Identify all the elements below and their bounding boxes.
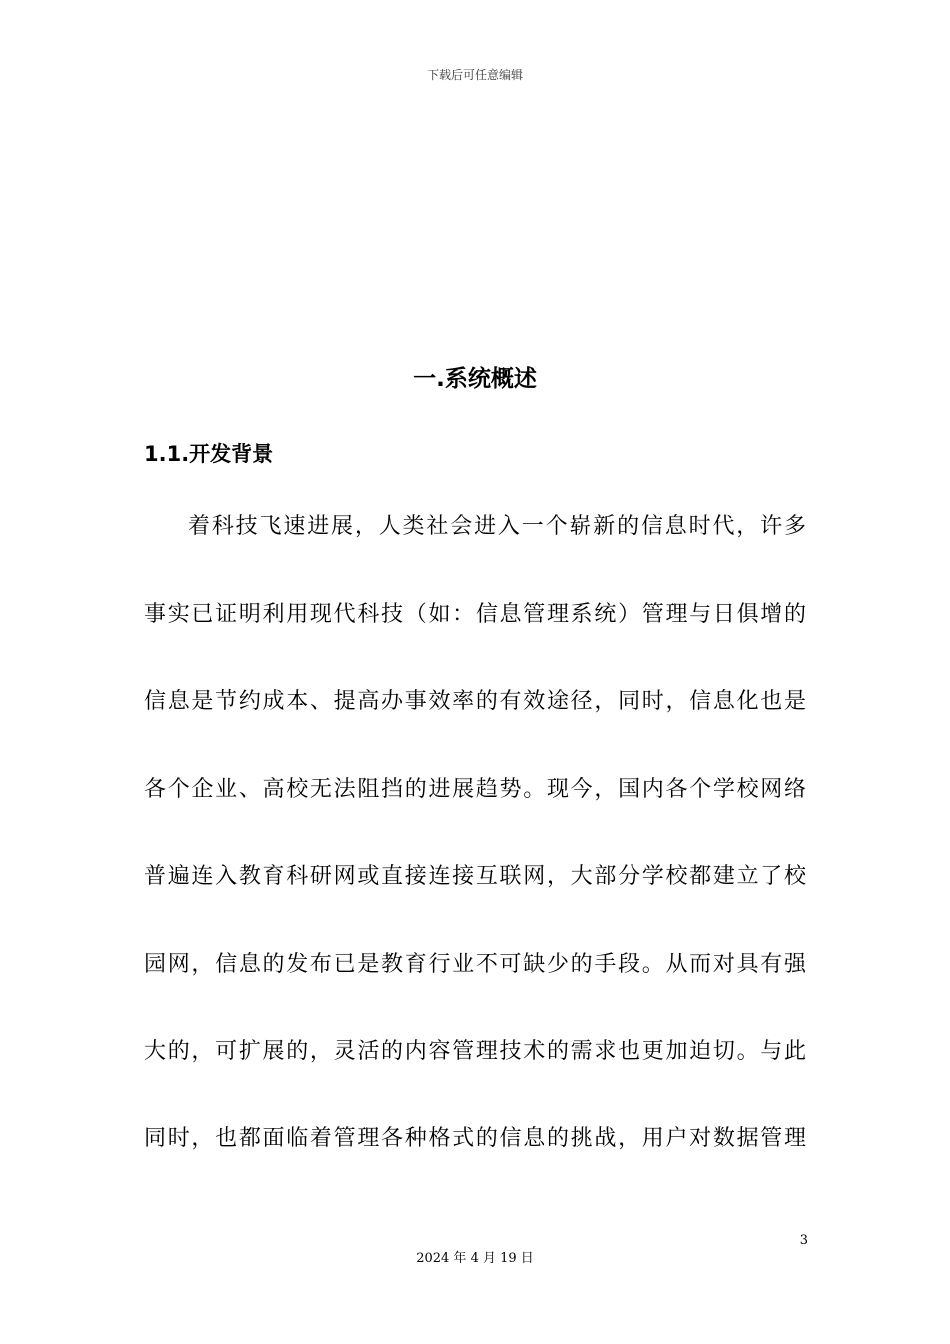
body-paragraph-line: 着科技飞速进展，人类社会进入一个崭新的信息时代，许多 [188,514,806,539]
page-number: 3 [799,1233,808,1248]
chapter-title: 一.系统概述 [413,366,537,392]
body-paragraph-line: 普遍连入教育科研网或直接连接互联网，大部分学校都建立了校 [144,864,806,889]
body-paragraph-line: 信息是节约成本、提高办事效率的有效途径，同时，信息化也是 [144,689,806,714]
body-paragraph-line: 大的，可扩展的，灵活的内容管理技术的需求也更加迫切。与此 [144,1039,806,1064]
body-paragraph-line: 事实已证明利用现代科技（如：信息管理系统）管理与日俱增的 [144,602,806,627]
body-paragraph-line: 各个企业、高校无法阻挡的进展趋势。现今，国内各个学校网络 [144,777,806,802]
body-paragraph-line: 同时，也都面临着管理各种格式的信息的挑战，用户对数据管理 [144,1126,806,1151]
header-note: 下载后可任意编辑 [426,68,523,82]
section-title: 1.1.开发背景 [144,442,274,466]
footer-date: 2024 年 4 月 19 日 [416,1251,534,1266]
body-paragraph-line: 园网，信息的发布已是教育行业不可缺少的手段。从而对具有强 [144,952,806,977]
